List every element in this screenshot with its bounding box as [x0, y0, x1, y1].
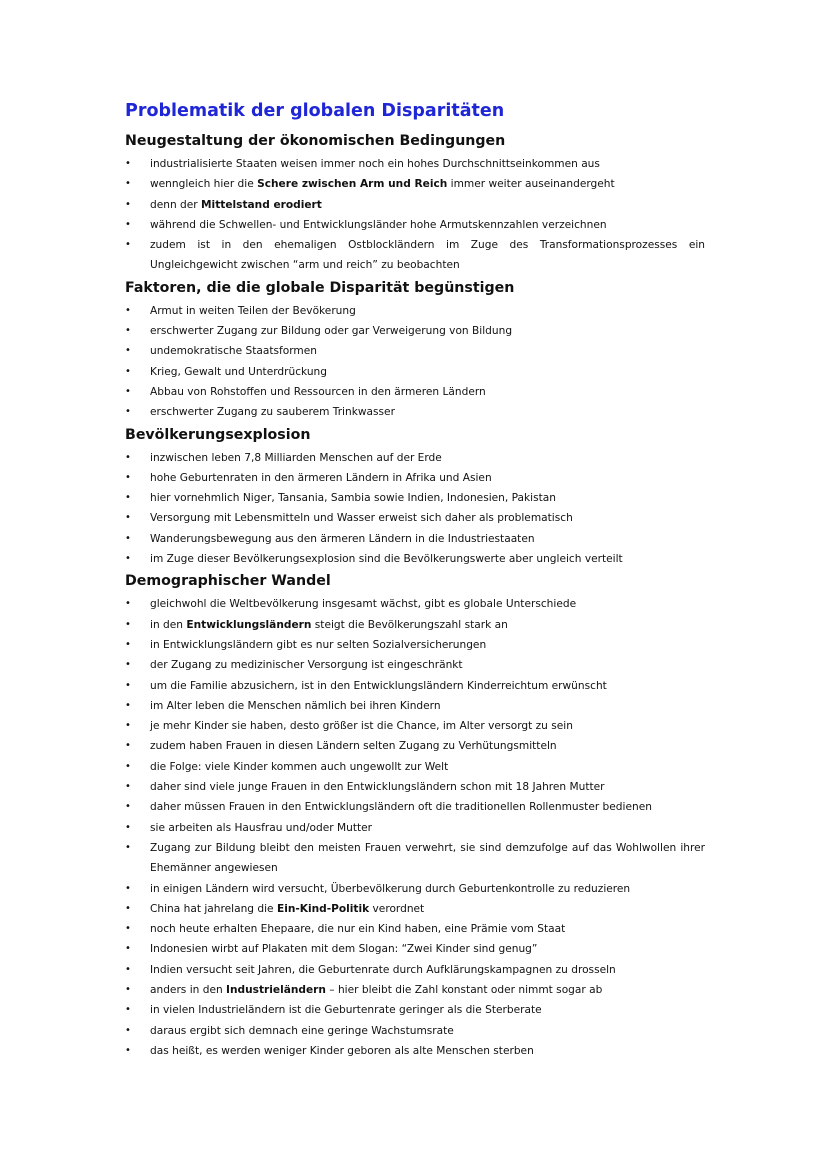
document-title: Problematik der globalen Disparitäten	[125, 101, 505, 121]
list-item	[125, 529, 705, 549]
item-text: der Zugang zu medizinischer Versorgung ist eingeschränkt	[150, 659, 463, 672]
list-item	[125, 879, 705, 899]
item-text: gleichwohl die Weltbevölkerung insgesamt wächst, gibt es globale Unterschiede	[150, 598, 577, 611]
list-item	[125, 676, 705, 696]
item-text: inzwischen leben 7,8 Milliarden Menschen auf der Erde	[150, 451, 442, 464]
list-item	[125, 696, 705, 716]
list-item	[125, 838, 705, 879]
bold-text: Industrieländern	[226, 983, 326, 996]
list-item	[125, 635, 705, 655]
item-text: hier vornehmlich Niger, Tansania, Sambia sowie Indien, Indonesien, Pakistan	[150, 492, 556, 505]
item-text: in den	[150, 618, 187, 631]
list-item	[125, 402, 705, 422]
item-text: – hier bleibt die Zahl konstant oder nimmt sogar ab	[325, 983, 603, 996]
list-item	[125, 797, 705, 817]
item-text: zudem haben Frauen in diesen Ländern selten Zugang zu Verhütungsmitteln	[150, 740, 557, 753]
list-item	[125, 818, 705, 838]
list-item	[125, 777, 705, 797]
item-text: immer weiter auseinandergeht	[447, 178, 615, 191]
bold-text: Entwicklungsländern	[186, 618, 312, 631]
list-item	[125, 195, 705, 215]
item-text: im Zuge dieser Bevölkerungsexplosion sind die Bevölkerungswerte aber ungleich verteilt	[150, 553, 623, 566]
list-item	[125, 362, 705, 382]
list-item	[125, 655, 705, 675]
section	[125, 570, 705, 1061]
list-item	[125, 919, 705, 939]
item-text: sie arbeiten als Hausfrau und/oder Mutter	[150, 821, 373, 834]
item-text: je mehr Kinder sie haben, desto größer ist die Chance, im Alter versorgt zu sein	[150, 720, 573, 733]
list-item	[125, 301, 705, 321]
list-item	[125, 488, 705, 508]
list-item	[125, 341, 705, 361]
bold-text: Mittelstand erodiert	[201, 198, 322, 211]
list-item	[125, 594, 705, 614]
list-item	[125, 960, 705, 980]
item-text: Indien versucht seit Jahren, die Geburtenrate durch Aufklärungskampagnen zu drosseln	[150, 963, 616, 976]
section	[125, 130, 705, 276]
list-item	[125, 939, 705, 959]
item-text: hohe Geburtenraten in den ärmeren Ländern in Afrika und Asien	[150, 471, 492, 484]
section-heading: Faktoren, die die globale Disparität begünstigen	[125, 279, 515, 296]
item-text: steigt die Bevölkerungszahl stark an	[311, 618, 508, 631]
list-item	[125, 615, 705, 635]
list-item	[125, 382, 705, 402]
list-item	[125, 1041, 705, 1061]
item-text: verordnet	[369, 902, 425, 915]
bold-text: Schere zwischen Arm und Reich	[257, 178, 448, 191]
item-text: Armut in weiten Teilen der Bevökerung	[150, 304, 356, 317]
item-text: China hat jahrelang die	[150, 902, 277, 915]
item-text: wenngleich hier die	[150, 178, 258, 191]
item-text: erschwerter Zugang zur Bildung oder gar Verweigerung von Bildung	[150, 325, 513, 338]
item-text: anders in den	[150, 983, 227, 996]
bullet-list	[125, 594, 705, 1061]
section	[125, 424, 705, 570]
item-text: im Alter leben die Menschen nämlich bei ihren Kindern	[150, 699, 441, 712]
item-text: während die Schwellen- und Entwicklungsländer hohe Armutskennzahlen verzeichnen	[150, 218, 607, 231]
item-text: in vielen Industrieländern ist die Geburtenrate geringer als die Sterberate	[150, 1004, 542, 1017]
list-item	[125, 736, 705, 756]
item-text: Abbau von Rohstoffen und Ressourcen in den ärmeren Ländern	[150, 385, 486, 398]
item-text: in einigen Ländern wird versucht, Überbevölkerung durch Geburtenkontrolle zu reduzieren	[150, 882, 631, 895]
item-text: erschwerter Zugang zu sauberem Trinkwasser	[150, 406, 395, 419]
item-text: daher sind viele junge Frauen in den Entwicklungsländern schon mit 18 Jahren Mutter	[150, 781, 605, 794]
item-text: Krieg, Gewalt und Unterdrückung	[150, 365, 327, 378]
item-text: noch heute erhalten Ehepaare, die nur ein Kind haben, eine Prämie vom Staat	[150, 923, 566, 936]
sections-container	[125, 130, 705, 1061]
item-text: die Folge: viele Kinder kommen auch ungewollt zur Welt	[150, 760, 449, 773]
list-item	[125, 508, 705, 528]
list-item	[125, 321, 705, 341]
item-text: Wanderungsbewegung aus den ärmeren Ländern in die Industriestaaten	[150, 532, 535, 545]
item-text: zudem ist in den ehemaligen Ostblockländern im Zuge des Transformationsprozesses ein Ungleichgewicht zwischen “arm und reich” zu beobachten	[150, 239, 705, 272]
list-item	[125, 215, 705, 235]
item-text: denn der	[150, 198, 202, 211]
section	[125, 277, 705, 423]
section-heading: Demographischer Wandel	[125, 573, 331, 590]
item-text: industrialisierte Staaten weisen immer noch ein hohes Durchschnittseinkommen aus	[150, 158, 600, 170]
list-item	[125, 980, 705, 1000]
item-text: das heißt, es werden weniger Kinder geboren als alte Menschen sterben	[150, 1044, 534, 1057]
section-heading: Bevölkerungsexplosion	[125, 426, 311, 443]
bold-text: Ein-Kind-Politik	[276, 902, 370, 915]
list-item	[125, 549, 705, 569]
list-item	[125, 1021, 705, 1041]
list-item	[125, 448, 705, 468]
item-text: undemokratische Staatsformen	[150, 345, 317, 358]
list-item	[125, 716, 705, 736]
list-item	[125, 174, 705, 194]
bullet-list	[125, 154, 705, 276]
list-item	[125, 468, 705, 488]
document-content	[125, 98, 705, 1061]
bullet-list	[125, 301, 705, 423]
list-item	[125, 154, 705, 174]
item-text: daher müssen Frauen in den Entwicklungsländern oft die traditionellen Rollenmuster bedienen	[150, 801, 652, 814]
list-item	[125, 757, 705, 777]
list-item	[125, 899, 705, 919]
item-text: Versorgung mit Lebensmitteln und Wasser erweist sich daher als problematisch	[150, 512, 573, 525]
bullet-list	[125, 448, 705, 570]
item-text: Zugang zur Bildung bleibt den meisten Frauen verwehrt, sie sind demzufolge auf das Wohlwollen ihrer Ehemänner angewiesen	[150, 841, 705, 875]
item-text: daraus ergibt sich demnach eine geringe Wachstumsrate	[150, 1024, 454, 1037]
item-text: in Entwicklungsländern gibt es nur selten Sozialversicherungen	[150, 638, 487, 651]
list-item	[125, 1000, 705, 1020]
section-heading: Neugestaltung der ökonomischen Bedingungen	[125, 133, 506, 149]
list-item	[125, 235, 705, 276]
item-text: um die Familie abzusichern, ist in den Entwicklungsländern Kinderreichtum erwünscht	[150, 679, 607, 692]
item-text: Indonesien wirbt auf Plakaten mit dem Slogan: “Zwei Kinder sind genug”	[150, 943, 538, 956]
